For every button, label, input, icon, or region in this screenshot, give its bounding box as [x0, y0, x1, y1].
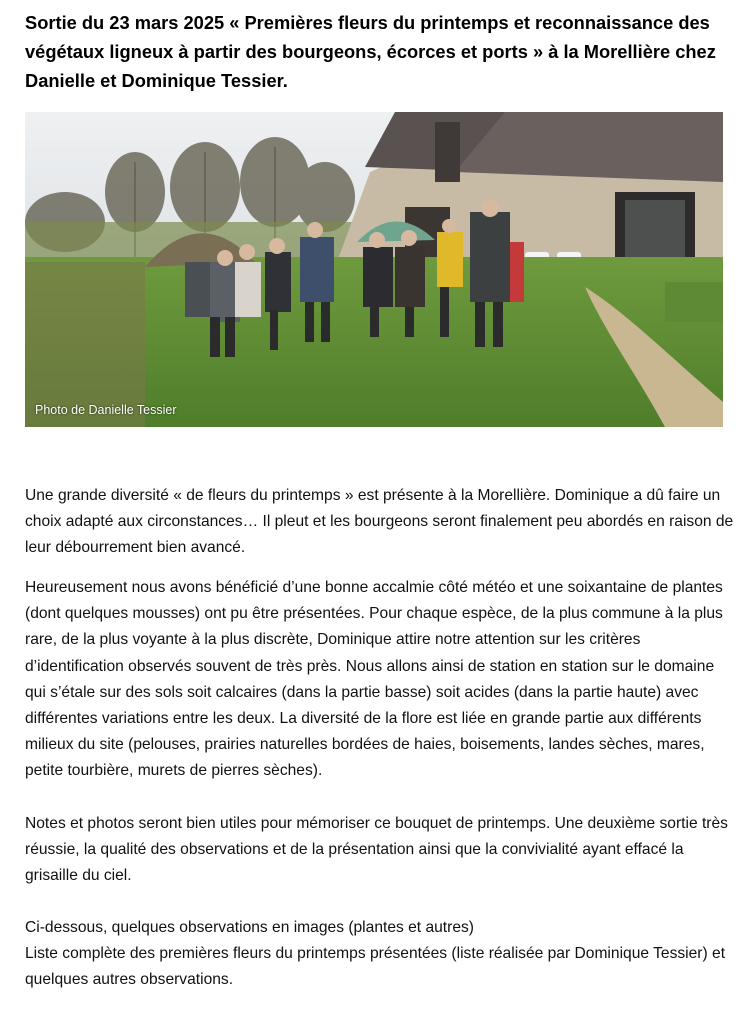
paragraph: Ci-dessous, quelques observations en images (plantes et autres)	[25, 919, 474, 936]
article-title: Sortie du 23 mars 2025 « Premières fleurs du printemps et reconnaissance des végétaux ligneux à partir des bourgeons, écorces et ports » à la Morellière chez Danielle et Dominique Tessier.	[25, 12, 716, 91]
group-photo	[25, 112, 723, 427]
photo-illustration	[25, 112, 723, 427]
paragraph: Heureusement nous avons bénéficié d’une bonne accalmie côté météo et une soixantaine de plantes (dont quelques mousses) ont pu être présentées. Pour chaque espèce, de la plus commune à la plus rare, de la plus voyante à la plus discrète, Dominique attire notre attention sur les critères d’identification observés souvent de très près. Nous allons ainsi de station en station sur le domaine qui s’étale sur des sols soit calcaires (dans la partie basse) soit acides (dans la partie haute) avec différentes variations entre les deux. La diversité de la flore est liée en grande partie aux différents milieux du site (pelouses, prairies naturelles bordées de haies, boisements, landes sèches, mares, petite tourbière, murets de pierres sèches).	[25, 579, 723, 780]
photo-credit: Photo de Danielle Tessier	[35, 403, 177, 417]
paragraph: Liste complète des premières fleurs du printemps présentées (liste réalisée par Dominique Tessier) et quelques autres observations.	[25, 945, 726, 989]
paragraph: Une grande diversité « de fleurs du printemps » est présente à la Morellière. Dominique a dû faire un choix adapté aux circonstances… Il pleut et les bourgeons seront finalement peu abordés en raison de leur débourrement bien avancé.	[25, 487, 734, 557]
paragraph: Notes et photos seront bien utiles pour mémoriser ce bouquet de printemps. Une deuxième sortie très réussie, la qualité des observations et de la présentation ainsi que la convivialité ayant effacé la grisaille du ciel.	[25, 815, 728, 885]
